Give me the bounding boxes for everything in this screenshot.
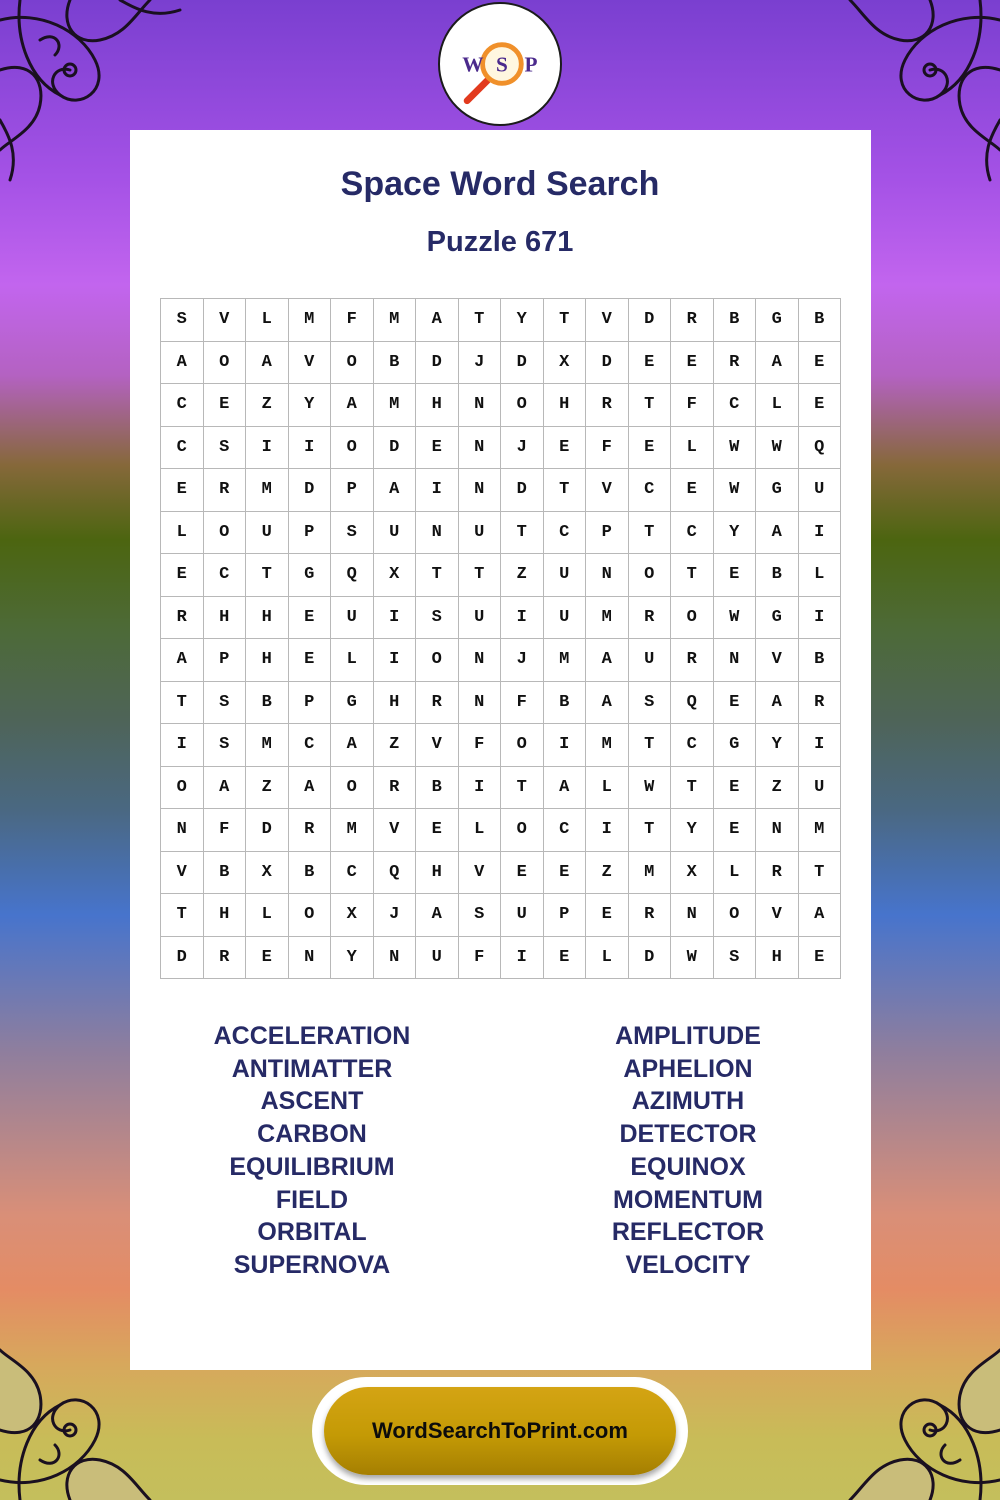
- website-button[interactable]: WordSearchToPrint.com: [324, 1387, 676, 1475]
- grid-cell: E: [204, 384, 247, 427]
- grid-cell: O: [501, 809, 544, 852]
- grid-cell: O: [161, 767, 204, 810]
- grid-cell: A: [416, 894, 459, 937]
- grid-cell: B: [289, 852, 332, 895]
- grid-cell: E: [714, 554, 757, 597]
- grid-cell: T: [799, 852, 842, 895]
- grid-cell: O: [416, 639, 459, 682]
- grid-cell: X: [246, 852, 289, 895]
- word-list-item: SUPERNOVA: [233, 1250, 391, 1279]
- grid-cell: T: [501, 512, 544, 555]
- grid-cell: W: [714, 469, 757, 512]
- word-list-item: VELOCITY: [625, 1250, 751, 1279]
- grid-cell: I: [246, 427, 289, 470]
- grid-cell: R: [799, 682, 842, 725]
- grid-cell: W: [671, 937, 714, 980]
- grid-cell: U: [459, 597, 502, 640]
- grid-cell: S: [204, 724, 247, 767]
- grid-cell: B: [544, 682, 587, 725]
- grid-cell: G: [756, 597, 799, 640]
- grid-cell: B: [756, 554, 799, 597]
- grid-cell: H: [416, 384, 459, 427]
- grid-cell: R: [756, 852, 799, 895]
- grid-cell: U: [331, 597, 374, 640]
- grid-cell: O: [331, 427, 374, 470]
- grid-cell: S: [714, 937, 757, 980]
- grid-cell: C: [671, 724, 714, 767]
- grid-cell: E: [161, 554, 204, 597]
- grid-cell: M: [799, 809, 842, 852]
- grid-cell: I: [161, 724, 204, 767]
- grid-cell: W: [629, 767, 672, 810]
- grid-cell: B: [374, 342, 417, 385]
- grid-cell: W: [756, 427, 799, 470]
- grid-cell: T: [544, 299, 587, 342]
- grid-cell: U: [544, 597, 587, 640]
- grid-cell: S: [629, 682, 672, 725]
- grid-cell: G: [756, 299, 799, 342]
- grid-cell: C: [714, 384, 757, 427]
- grid-cell: C: [671, 512, 714, 555]
- grid-cell: J: [374, 894, 417, 937]
- grid-cell: S: [459, 894, 502, 937]
- grid-cell: R: [374, 767, 417, 810]
- grid-cell: L: [161, 512, 204, 555]
- grid-cell: P: [289, 512, 332, 555]
- grid-cell: H: [246, 639, 289, 682]
- grid-cell: U: [544, 554, 587, 597]
- grid-cell: G: [331, 682, 374, 725]
- grid-cell: S: [416, 597, 459, 640]
- grid-cell: M: [586, 724, 629, 767]
- grid-cell: W: [714, 597, 757, 640]
- grid-cell: N: [161, 809, 204, 852]
- grid-cell: D: [586, 342, 629, 385]
- grid-cell: I: [544, 724, 587, 767]
- grid-cell: O: [204, 342, 247, 385]
- grid-cell: H: [204, 894, 247, 937]
- grid-cell: C: [544, 809, 587, 852]
- grid-cell: Y: [671, 809, 714, 852]
- grid-cell: A: [331, 384, 374, 427]
- grid-cell: J: [501, 427, 544, 470]
- grid-cell: X: [374, 554, 417, 597]
- word-list-right: [518, 1020, 858, 1282]
- grid-cell: B: [204, 852, 247, 895]
- grid-cell: L: [671, 427, 714, 470]
- grid-cell: Z: [756, 767, 799, 810]
- grid-cell: I: [586, 809, 629, 852]
- grid-cell: U: [799, 767, 842, 810]
- grid-cell: E: [799, 342, 842, 385]
- grid-cell: R: [161, 597, 204, 640]
- grid-cell: A: [586, 682, 629, 725]
- grid-cell: E: [289, 597, 332, 640]
- grid-cell: A: [374, 469, 417, 512]
- grid-cell: E: [544, 427, 587, 470]
- grid-cell: P: [289, 682, 332, 725]
- grid-cell: C: [289, 724, 332, 767]
- word-list-item: ANTIMATTER: [231, 1054, 393, 1083]
- word-list-item: REFLECTOR: [611, 1218, 765, 1247]
- grid-cell: C: [204, 554, 247, 597]
- grid-cell: M: [246, 469, 289, 512]
- grid-cell: F: [331, 299, 374, 342]
- grid-cell: E: [629, 427, 672, 470]
- grid-cell: M: [629, 852, 672, 895]
- grid-cell: E: [416, 809, 459, 852]
- grid-cell: E: [671, 342, 714, 385]
- word-list-item: EQUILIBRIUM: [229, 1152, 395, 1181]
- grid-cell: O: [671, 597, 714, 640]
- word-list-item: CARBON: [257, 1120, 367, 1149]
- grid-cell: V: [459, 852, 502, 895]
- grid-cell: Z: [374, 724, 417, 767]
- grid-cell: L: [799, 554, 842, 597]
- grid-cell: N: [671, 894, 714, 937]
- grid-cell: E: [714, 682, 757, 725]
- grid-cell: D: [289, 469, 332, 512]
- grid-cell: H: [416, 852, 459, 895]
- grid-cell: O: [204, 512, 247, 555]
- grid-cell: I: [501, 597, 544, 640]
- grid-cell: R: [586, 384, 629, 427]
- page-title: Space Word Search: [340, 165, 660, 203]
- grid-cell: E: [714, 809, 757, 852]
- grid-cell: M: [586, 597, 629, 640]
- grid-cell: E: [714, 767, 757, 810]
- grid-cell: Z: [246, 384, 289, 427]
- grid-cell: B: [799, 299, 842, 342]
- grid-cell: Q: [799, 427, 842, 470]
- word-list-item: APHELION: [623, 1054, 753, 1083]
- grid-cell: A: [586, 639, 629, 682]
- grid-cell: V: [416, 724, 459, 767]
- grid-cell: T: [671, 767, 714, 810]
- grid-cell: R: [714, 342, 757, 385]
- grid-cell: P: [544, 894, 587, 937]
- grid-cell: G: [289, 554, 332, 597]
- grid-cell: X: [544, 342, 587, 385]
- grid-cell: A: [544, 767, 587, 810]
- grid-cell: V: [756, 894, 799, 937]
- grid-cell: N: [289, 937, 332, 980]
- grid-cell: R: [204, 937, 247, 980]
- grid-cell: O: [501, 384, 544, 427]
- grid-cell: U: [799, 469, 842, 512]
- grid-cell: C: [161, 384, 204, 427]
- grid-cell: A: [799, 894, 842, 937]
- grid-cell: H: [374, 682, 417, 725]
- grid-cell: E: [416, 427, 459, 470]
- letter-grid: [160, 298, 841, 979]
- grid-cell: E: [799, 384, 842, 427]
- grid-cell: A: [204, 767, 247, 810]
- word-list-item: ACCELERATION: [213, 1022, 411, 1050]
- grid-cell: D: [374, 427, 417, 470]
- grid-cell: E: [246, 937, 289, 980]
- grid-cell: A: [289, 767, 332, 810]
- grid-cell: T: [629, 809, 672, 852]
- grid-cell: F: [204, 809, 247, 852]
- grid-cell: P: [331, 469, 374, 512]
- grid-cell: R: [671, 639, 714, 682]
- grid-cell: O: [629, 554, 672, 597]
- grid-cell: E: [671, 469, 714, 512]
- grid-cell: B: [799, 639, 842, 682]
- grid-cell: D: [161, 937, 204, 980]
- grid-cell: M: [374, 384, 417, 427]
- grid-cell: L: [246, 299, 289, 342]
- grid-cell: P: [586, 512, 629, 555]
- grid-cell: C: [331, 852, 374, 895]
- grid-cell: T: [459, 299, 502, 342]
- grid-cell: N: [459, 384, 502, 427]
- grid-cell: D: [416, 342, 459, 385]
- grid-cell: A: [246, 342, 289, 385]
- grid-cell: A: [416, 299, 459, 342]
- grid-cell: N: [459, 639, 502, 682]
- grid-cell: Y: [756, 724, 799, 767]
- grid-cell: L: [586, 937, 629, 980]
- grid-cell: P: [204, 639, 247, 682]
- grid-cell: O: [289, 894, 332, 937]
- grid-cell: U: [246, 512, 289, 555]
- grid-cell: A: [756, 342, 799, 385]
- word-list-item: EQUINOX: [630, 1152, 746, 1181]
- grid-cell: Y: [501, 299, 544, 342]
- grid-cell: T: [629, 512, 672, 555]
- grid-cell: E: [289, 639, 332, 682]
- grid-cell: J: [459, 342, 502, 385]
- grid-cell: Z: [246, 767, 289, 810]
- logo-letter-p: P: [524, 52, 538, 77]
- grid-cell: R: [289, 809, 332, 852]
- grid-cell: I: [374, 597, 417, 640]
- word-list-item: ASCENT: [260, 1087, 364, 1116]
- grid-cell: T: [161, 894, 204, 937]
- grid-cell: L: [246, 894, 289, 937]
- grid-cell: T: [161, 682, 204, 725]
- word-list-item: ORBITAL: [257, 1218, 367, 1247]
- grid-cell: S: [204, 427, 247, 470]
- grid-cell: Z: [501, 554, 544, 597]
- grid-cell: A: [331, 724, 374, 767]
- grid-cell: E: [799, 937, 842, 980]
- grid-cell: Y: [289, 384, 332, 427]
- grid-cell: I: [501, 937, 544, 980]
- grid-cell: T: [671, 554, 714, 597]
- grid-cell: O: [714, 894, 757, 937]
- grid-cell: W: [714, 427, 757, 470]
- grid-cell: D: [501, 342, 544, 385]
- grid-cell: I: [416, 469, 459, 512]
- grid-cell: V: [756, 639, 799, 682]
- grid-cell: M: [331, 809, 374, 852]
- grid-cell: X: [671, 852, 714, 895]
- grid-cell: T: [416, 554, 459, 597]
- grid-cell: L: [586, 767, 629, 810]
- grid-cell: L: [714, 852, 757, 895]
- grid-cell: N: [416, 512, 459, 555]
- grid-cell: T: [544, 469, 587, 512]
- grid-cell: L: [459, 809, 502, 852]
- grid-cell: C: [161, 427, 204, 470]
- grid-cell: C: [629, 469, 672, 512]
- grid-cell: I: [799, 512, 842, 555]
- grid-cell: T: [459, 554, 502, 597]
- grid-cell: F: [459, 724, 502, 767]
- grid-cell: E: [161, 469, 204, 512]
- grid-cell: V: [161, 852, 204, 895]
- wsp-logo: [438, 2, 562, 126]
- grid-cell: G: [714, 724, 757, 767]
- grid-cell: N: [459, 682, 502, 725]
- word-list-item: DETECTOR: [619, 1120, 757, 1149]
- grid-cell: O: [331, 342, 374, 385]
- grid-cell: E: [544, 852, 587, 895]
- grid-cell: R: [416, 682, 459, 725]
- grid-cell: D: [501, 469, 544, 512]
- grid-cell: M: [544, 639, 587, 682]
- grid-cell: U: [501, 894, 544, 937]
- grid-cell: R: [671, 299, 714, 342]
- grid-cell: X: [331, 894, 374, 937]
- grid-cell: N: [459, 427, 502, 470]
- grid-cell: V: [586, 469, 629, 512]
- grid-cell: I: [289, 427, 332, 470]
- grid-cell: L: [756, 384, 799, 427]
- grid-cell: N: [756, 809, 799, 852]
- grid-cell: R: [204, 469, 247, 512]
- grid-cell: A: [756, 682, 799, 725]
- grid-cell: F: [501, 682, 544, 725]
- grid-cell: N: [714, 639, 757, 682]
- puzzle-number: Puzzle 671: [426, 226, 574, 258]
- grid-cell: B: [246, 682, 289, 725]
- grid-cell: T: [501, 767, 544, 810]
- grid-cell: M: [374, 299, 417, 342]
- grid-cell: T: [246, 554, 289, 597]
- grid-cell: A: [756, 512, 799, 555]
- grid-cell: F: [671, 384, 714, 427]
- grid-cell: I: [799, 724, 842, 767]
- grid-cell: R: [629, 894, 672, 937]
- grid-cell: V: [289, 342, 332, 385]
- grid-cell: A: [161, 639, 204, 682]
- grid-cell: V: [586, 299, 629, 342]
- grid-cell: D: [629, 937, 672, 980]
- grid-cell: J: [501, 639, 544, 682]
- grid-cell: T: [629, 384, 672, 427]
- grid-cell: B: [416, 767, 459, 810]
- grid-cell: O: [501, 724, 544, 767]
- grid-cell: H: [246, 597, 289, 640]
- grid-cell: H: [756, 937, 799, 980]
- grid-cell: Q: [374, 852, 417, 895]
- grid-cell: U: [374, 512, 417, 555]
- grid-cell: F: [586, 427, 629, 470]
- grid-cell: C: [544, 512, 587, 555]
- grid-cell: Q: [671, 682, 714, 725]
- grid-cell: M: [289, 299, 332, 342]
- grid-cell: I: [799, 597, 842, 640]
- grid-cell: D: [246, 809, 289, 852]
- word-list-item: AMPLITUDE: [615, 1022, 761, 1050]
- grid-cell: F: [459, 937, 502, 980]
- grid-cell: U: [629, 639, 672, 682]
- grid-cell: E: [586, 894, 629, 937]
- logo-letter-s: S: [496, 52, 508, 77]
- grid-cell: H: [544, 384, 587, 427]
- grid-cell: S: [204, 682, 247, 725]
- grid-cell: U: [459, 512, 502, 555]
- grid-cell: B: [714, 299, 757, 342]
- grid-cell: E: [501, 852, 544, 895]
- grid-cell: Y: [331, 937, 374, 980]
- grid-cell: N: [459, 469, 502, 512]
- word-list-item: AZIMUTH: [631, 1087, 745, 1116]
- grid-cell: N: [586, 554, 629, 597]
- word-list-left: [142, 1020, 482, 1282]
- grid-cell: S: [331, 512, 374, 555]
- grid-cell: Q: [331, 554, 374, 597]
- grid-cell: Z: [586, 852, 629, 895]
- grid-cell: I: [459, 767, 502, 810]
- grid-cell: M: [246, 724, 289, 767]
- grid-cell: L: [331, 639, 374, 682]
- grid-cell: D: [629, 299, 672, 342]
- grid-cell: V: [204, 299, 247, 342]
- grid-cell: A: [161, 342, 204, 385]
- logo-letter-w: W: [462, 52, 484, 77]
- magnifier-icon: [440, 4, 560, 124]
- grid-cell: T: [629, 724, 672, 767]
- grid-cell: H: [204, 597, 247, 640]
- grid-cell: U: [416, 937, 459, 980]
- grid-cell: N: [374, 937, 417, 980]
- grid-cell: E: [629, 342, 672, 385]
- grid-cell: E: [544, 937, 587, 980]
- word-list-item: FIELD: [275, 1185, 349, 1214]
- grid-cell: O: [331, 767, 374, 810]
- grid-cell: V: [374, 809, 417, 852]
- grid-cell: R: [629, 597, 672, 640]
- grid-cell: S: [161, 299, 204, 342]
- grid-cell: Y: [714, 512, 757, 555]
- grid-cell: G: [756, 469, 799, 512]
- word-list-item: MOMENTUM: [613, 1185, 763, 1214]
- grid-cell: I: [374, 639, 417, 682]
